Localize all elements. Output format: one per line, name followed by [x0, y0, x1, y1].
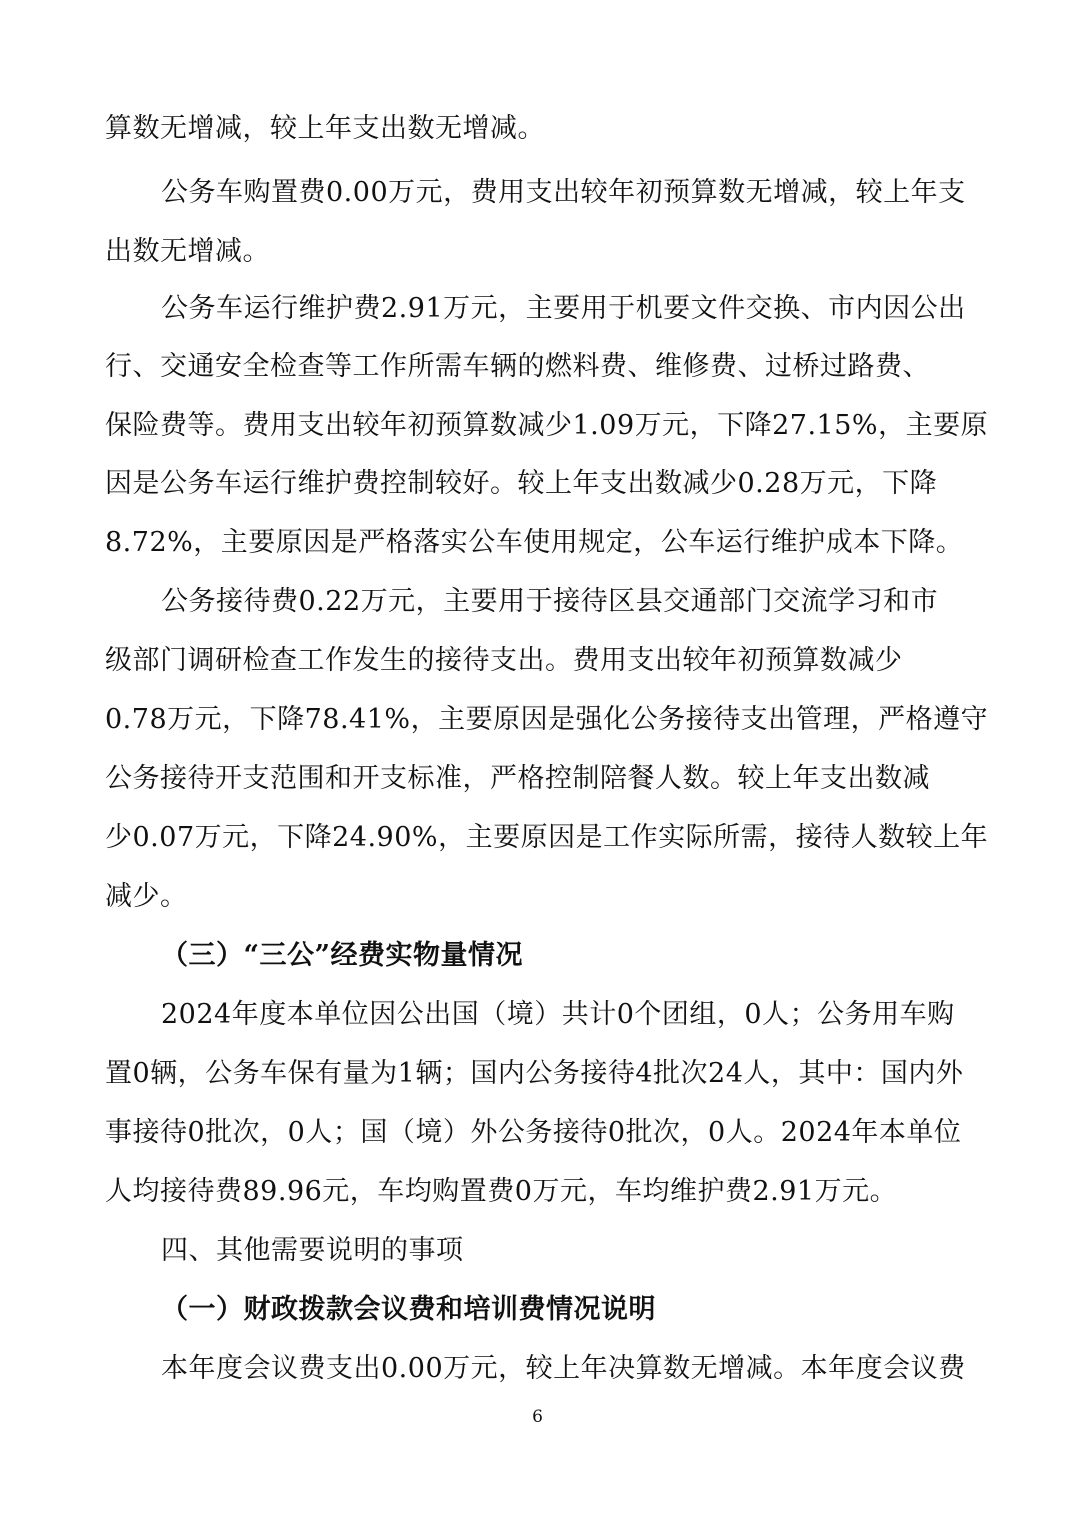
- paragraph-line: 减少。: [105, 881, 188, 912]
- paragraph-line: 2024年度本单位因公出国（境）共计0个团组，0人；公务用车购: [161, 999, 955, 1030]
- paragraph-line: 置0辆，公务车保有量为1辆；国内公务接待4批次24人，其中：国内外: [105, 1058, 964, 1089]
- paragraph-line: 公务车运行维护费2.91万元，主要用于机要文件交换、市内因公出: [161, 293, 966, 324]
- paragraph-line: 公务车购置费0.00万元，费用支出较年初预算数无增减，较上年支: [161, 177, 966, 208]
- paragraph-line: 行、交通安全检查等工作所需车辆的燃料费、维修费、过桥过路费、: [105, 351, 930, 382]
- paragraph-line: 人均接待费89.96元，车均购置费0万元，车均维护费2.91万元。: [105, 1176, 898, 1207]
- paragraph-line: 事接待0批次，0人；国（境）外公务接待0批次，0人。2024年本单位: [105, 1117, 962, 1148]
- paragraph-line: 保险费等。费用支出较年初预算数减少1.09万元，下降27.15%，主要原: [105, 410, 989, 441]
- paragraph-line: 8.72%，主要原因是严格落实公车使用规定，公车运行维护成本下降。: [105, 527, 964, 558]
- subsection-heading: （一）财政拨款会议费和培训费情况说明: [161, 1294, 656, 1325]
- section-heading: 四、其他需要说明的事项: [161, 1235, 464, 1266]
- paragraph-line: 级部门调研检查工作发生的接待支出。费用支出较年初预算数减少: [105, 645, 903, 676]
- paragraph-line: 因是公务车运行维护费控制较好。较上年支出数减少0.28万元，下降: [105, 468, 938, 499]
- section-heading: （三）“三公”经费实物量情况: [161, 940, 524, 971]
- paragraph-line: 0.78万元，下降78.41%，主要原因是强化公务接待支出管理，严格遵守: [105, 704, 989, 735]
- paragraph-line: 少0.07万元，下降24.90%，主要原因是工作实际所需，接待人数较上年: [105, 822, 989, 853]
- page-number: 6: [532, 1407, 543, 1427]
- paragraph-line: 本年度会议费支出0.00万元，较上年决算数无增减。本年度会议费: [161, 1353, 966, 1384]
- paragraph-line: 公务接待开支范围和开支标准，严格控制陪餐人数。较上年支出数减: [105, 763, 930, 794]
- paragraph-line: 算数无增减，较上年支出数无增减。: [105, 113, 545, 144]
- paragraph-line: 出数无增减。: [105, 236, 270, 267]
- paragraph-line: 公务接待费0.22万元，主要用于接待区县交通部门交流学习和市: [161, 586, 939, 617]
